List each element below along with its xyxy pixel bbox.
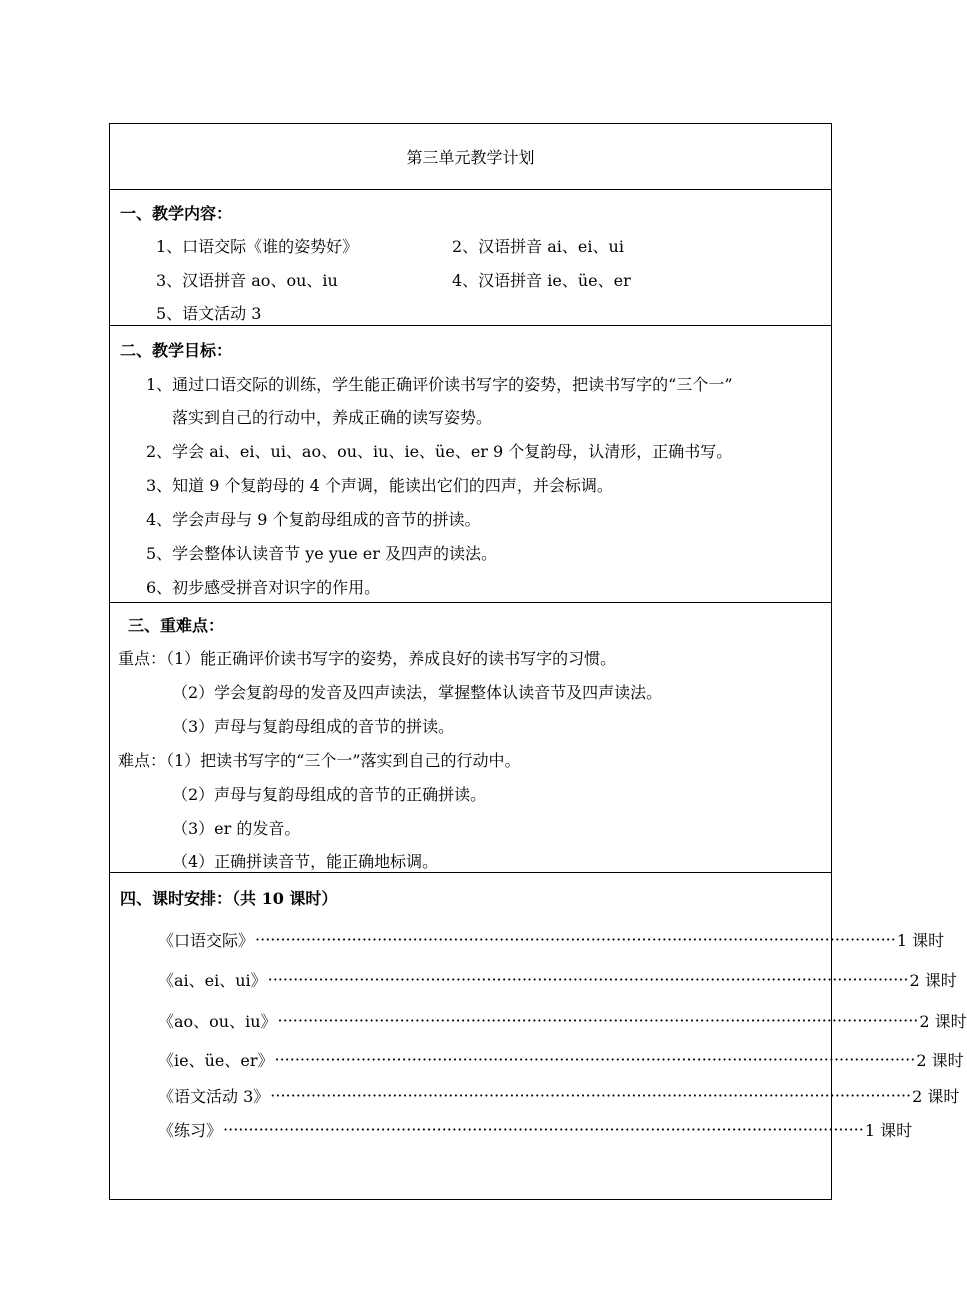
schedule-title: 《练习》 (158, 1121, 223, 1140)
goal-item: 2、学会 ai、ei、ui、ao、ou、iu、ie、üe、er 9 个复韵母，认清形，正确书写。 (146, 442, 733, 461)
schedule-row (158, 1050, 964, 1071)
dot-leader: ······························································································································ (270, 1086, 912, 1105)
schedule-section (110, 872, 967, 1201)
dot-leader: ······························································································································ (267, 970, 909, 989)
schedule-title: 《ao、ou、iu》 (158, 1012, 277, 1031)
key-points-section (110, 602, 831, 872)
schedule-duration: 1 课时 (864, 1121, 913, 1140)
goal-item: 1、通过口语交际的训练，学生能正确评价读书写字的姿势，把读书写字的“三个一” (146, 375, 733, 394)
content-item: 4、汉语拼音 ie、üe、er (452, 271, 631, 290)
content-item: 2、汉语拼音 ai、ei、ui (452, 237, 624, 256)
difficult-line: （3）er 的发音。 (172, 819, 301, 838)
title-row (110, 124, 831, 189)
schedule-duration: 1 课时 (896, 931, 945, 950)
dot-leader: ······························································································································ (255, 930, 896, 949)
content-section (110, 189, 831, 325)
goals-heading: 二、教学目标： (120, 341, 233, 360)
schedule-duration: 2 课时 (909, 971, 957, 990)
schedule-row (158, 1011, 967, 1032)
schedule-row (158, 930, 945, 951)
key-line: （2）学会复韵母的发音及四声读法，掌握整体认读音节及四声读法。 (172, 683, 663, 702)
difficult-line: （4）正确拼读音节，能正确地标调。 (172, 852, 439, 871)
key-line: 重点：（1）能正确评价读书写字的姿势，养成良好的读书写字的习惯。 (118, 649, 617, 668)
difficult-line: （2）声母与复韵母组成的音节的正确拼读。 (172, 785, 487, 804)
dot-leader: ······························································································································ (223, 1120, 864, 1139)
content-heading: 一、教学内容： (120, 204, 233, 223)
content-item: 1、口语交际《谁的姿势好》 (156, 237, 359, 256)
dot-leader: ······························································································································ (274, 1050, 916, 1069)
key-line: （3）声母与复韵母组成的音节的拼读。 (172, 717, 455, 736)
dot-leader: ······························································································································ (277, 1011, 919, 1030)
schedule-row (158, 1086, 960, 1107)
goal-item: 6、初步感受拼音对识字的作用。 (146, 578, 381, 597)
schedule-duration: 2 课时 (912, 1087, 960, 1106)
goal-item: 4、学会声母与 9 个复韵母组成的音节的拼读。 (146, 510, 481, 529)
content-item: 3、汉语拼音 ao、ou、iu (156, 271, 338, 290)
schedule-row (158, 1120, 913, 1141)
schedule-duration: 2 课时 (919, 1012, 967, 1031)
schedule-title: 《语文活动 3》 (158, 1087, 270, 1106)
goal-item: 落实到自己的行动中，养成正确的读写姿势。 (172, 408, 493, 427)
key-heading: 三、重难点： (128, 616, 225, 635)
goal-item: 3、知道 9 个复韵母的 4 个声调，能读出它们的四声，并会标调。 (146, 476, 613, 495)
schedule-title: 《ie、üe、er》 (158, 1051, 274, 1070)
schedule-row (158, 970, 957, 991)
schedule-duration: 2 课时 (916, 1051, 964, 1070)
lesson-plan-table (109, 123, 967, 1200)
page-title: 第三单元教学计划 (406, 148, 535, 167)
schedule-title: 《口语交际》 (158, 931, 255, 950)
schedule-title: 《ai、ei、ui》 (158, 971, 267, 990)
content-item: 5、语文活动 3 (156, 304, 262, 323)
goal-item: 5、学会整体认读音节 ye yue er 及四声的读法。 (146, 544, 497, 563)
schedule-heading: 四、课时安排：（共 10 课时） (120, 889, 338, 908)
goals-section (110, 325, 831, 602)
difficult-line: 难点：（1）把读书写字的“三个一”落实到自己的行动中。 (118, 751, 521, 770)
